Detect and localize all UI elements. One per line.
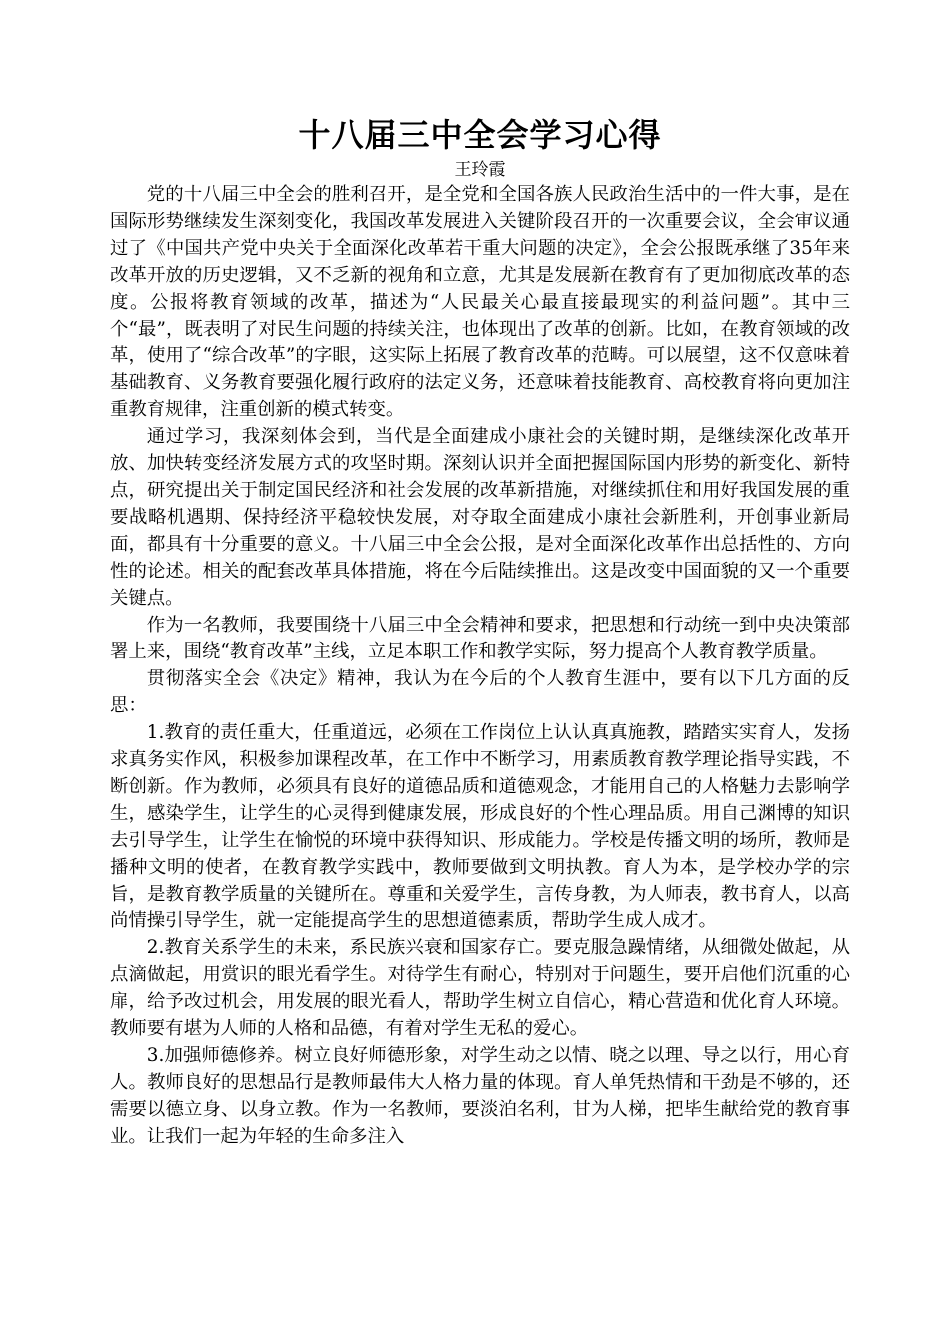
paragraph-5: 1.教育的责任重大，任重道远，必须在工作岗位上认认真真施教，踏踏实实育人，发扬求真务实作风，积极参加课程改革，在工作中不断学习，用素质教育教学理论指导实践，不断创新。作为教师，必须具有良好的道德品质和道德观念，才能用自己的人格魅力去影响学生，感染学生，让学生的心灵得到健康发展，形成良好的个性心理品质。用自己渊博的知识去引导学生，让学生在愉悦的环境中获得知识、形成能力。学校是传播文明的场所，教师是播种文明的使者，在教育教学实践中，教师要做到文明执教。育人为本，是学校办学的宗旨，是教育教学质量的关键所在。尊重和关爱学生，言传身教，为人师表，教书育人，以高尚情操引导学生，就一定能提高学生的思想道德素质，帮助学生成人成才。 [110, 722, 850, 932]
document-body [110, 182, 850, 1151]
paragraph-2: 通过学习，我深刻体会到，当代是全面建成小康社会的关键时期，是继续深化改革开放、加快转变经济发展方式的攻坚时期。深刻认识并全面把握国际国内形势的新变化、新特点，研究提出关于制定国民经济和社会发展的改革新措施，对继续抓住和用好我国发展的重要战略机遇期、保持经济平稳较快发展，对夺取全面建成小康社会新胜利，开创事业新局面，都具有十分重要的意义。十八届三中全会公报，是对全面深化改革作出总括性的、方向性的论述。相关的配套改革具体措施，将在今后陆续推出。这是改变中国面貌的又一个重要关键点。 [110, 426, 850, 609]
document-title: 十八届三中全会学习心得 [298, 116, 662, 154]
paragraph-4: 贯彻落实全会《决定》精神，我认为在今后的个人教育生涯中，要有以下几方面的反思： [110, 668, 850, 717]
document-page [110, 112, 850, 1151]
paragraph-3: 作为一名教师，我要围绕十八届三中全会精神和要求，把思想和行动统一到中央决策部署上来，围绕“教育改革”主线，立足本职工作和教学实际，努力提高个人教育教学质量。 [110, 614, 850, 663]
paragraph-7: 3.加强师德修养。树立良好师德形象，对学生动之以情、晓之以理、导之以行，用心育人。教师良好的思想品行是教师最伟大人格力量的体现。育人单凭热情和干劲是不够的，还需要以德立身、以身立教。作为一名教师，要淡泊名利，甘为人梯，把毕生献给党的教育事业。让我们一起为年轻的生命多注入 [110, 1045, 850, 1147]
paragraph-6: 2.教育关系学生的未来，系民族兴衰和国家存亡。要克服急躁情绪，从细微处做起，从点滴做起，用赏识的眼光看学生。对待学生有耐心，特别对于问题生，要开启他们沉重的心扉，给予改过机会，用发展的眼光看人，帮助学生树立自信心，精心营造和优化育人环境。教师要有堪为人师的人格和品德，有着对学生无私的爱心。 [110, 937, 850, 1040]
paragraph-1: 党的十八届三中全会的胜利召开，是全党和全国各族人民政治生活中的一件大事，是在国际形势继续发生深刻变化，我国改革发展进入关键阶段召开的一次重要会议，全会审议通过了《中国共产党中央关于全面深化改革若干重大问题的决定》，全会公报既承继了35年来改革开放的历史逻辑，又不乏新的视角和立意，尤其是发展新在教育有了更加彻底改革的态度。公报将教育领域的改革，描述为“人民最关心最直接最现实的利益问题”。其中三个“最”，既表明了对民生问题的持续关注，也体现出了改革的创新。比如，在教育领域的改革，使用了“综合改革”的字眼，这实际上拓展了教育改革的范畴。可以展望，这不仅意味着基础教育、义务教育要强化履行政府的法定义务，还意味着技能教育、高校教育将向更加注重教育规律，注重创新的模式转变。 [110, 184, 850, 421]
author-name: 王玲霞 [454, 160, 506, 180]
